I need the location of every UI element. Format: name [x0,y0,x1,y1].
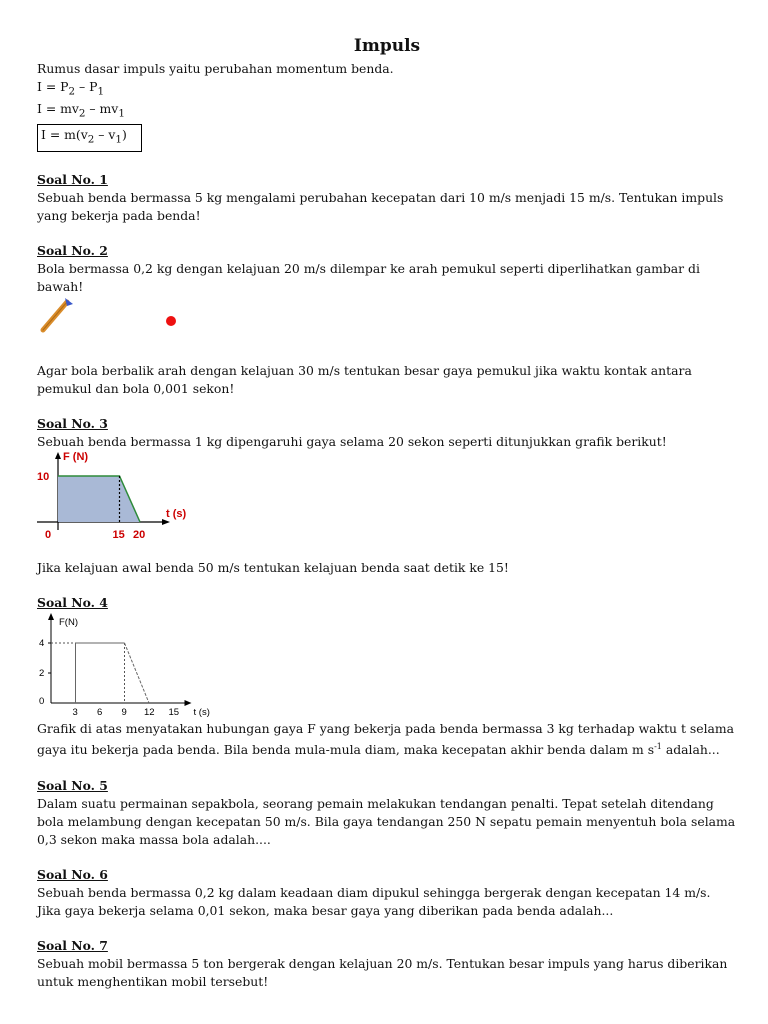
formula-box: $I = m(v_2 - v_1)$ [37,124,142,152]
ball-icon [166,316,176,326]
chart-soal-4 [37,612,737,720]
soal-2-text: Bola bermassa 0,2 kg dengan kelajuan 20 m/s dilempar ke arah pemukul seperti diperlihatkan gambar di bawah! [37,261,700,295]
soal-3-text-2: Jika kelajuan awal benda 50 m/s tentukan kelajuan benda saat detik ke 15! [37,560,509,576]
formula-2: $I = mv_2 - mv_1$ [37,101,125,120]
soal-3-heading: Soal No. 3 [37,416,108,432]
y-axis-arrow [48,613,54,620]
x-tick-label: 12 [144,707,155,719]
chart-soal-3 [37,451,737,545]
soal-3-text: Sebuah benda bermassa 1 kg dipengaruhi gaya selama 20 sekon seperti ditunjukkan grafik berikut! [37,434,667,450]
x-tick-label: 0 [45,529,52,542]
origin-label: 0 [39,696,45,708]
y-axis-arrow [55,452,61,459]
intro-text: Rumus dasar impuls yaitu perubahan momentum benda. [37,61,394,76]
page-title: Impuls [353,36,421,56]
bat-icon [43,298,73,330]
soal-1-heading: Soal No. 1 [37,172,108,188]
bat-ball-svg [37,296,737,362]
chart-soal-3-svg [37,451,737,545]
chart-soal-4-svg [37,612,737,720]
soal-2-text-2: Agar bola berbalik arah dengan kelajuan 30 m/s tentukan besar gaya pemukul jika waktu kontak antara pemukul dan bola 0,001 sekon! [37,363,692,397]
formula-1: $I = P_2 - P_1$ [37,79,105,98]
data-line-fall [125,643,150,703]
x-tick-label: 6 [97,707,103,719]
x-tick-label: 3 [72,707,78,719]
soal-2-heading: Soal No. 2 [37,243,108,259]
x-tick-label: 15 [112,529,125,542]
x-tick-label: 15 [168,707,180,719]
y-tick-label: 2 [39,668,45,680]
y-tick-label: 10 [37,471,50,484]
soal-5-heading: Soal No. 5 [37,777,108,793]
x-axis-label: t (s) [193,707,210,719]
soal-7-text: Sebuah mobil bermassa 5 ton bergerak dengan kelajuan 20 m/s. Tentukan besar impuls yang harus diberikan untuk menghentikan mobil tersebut! [37,955,728,989]
area-fill [58,476,140,522]
soal-1-text: Sebuah benda bermassa 5 kg mengalami perubahan kecepatan dari 10 m/s menjadi 15 m/s. Tentukan impuls yang bekerja pada benda! [37,190,724,224]
soal-6-text: Sebuah benda bermassa 0,2 kg dalam keadaan diam dipukul sehingga bergerak dengan kecepatan 14 m/s. Jika gaya bekerja selama 0,01 sekon, maka besar gaya yang diberikan pada benda adalah... [37,884,711,918]
x-axis-arrow [185,700,192,706]
soal-6-heading: Soal No. 6 [37,866,108,882]
x-tick-label: 20 [133,529,146,542]
soal-4-text: Grafik di atas menyatakan hubungan gaya F yang bekerja pada benda bermassa 3 kg terhadap waktu t selama gaya itu bekerja pada benda. Bila benda mula-mula diam, maka kecepatan akhir benda dalam m $s^{-1}$ adalah... [37,721,735,758]
soal-7-heading: Soal No. 7 [37,937,108,953]
x-tick-label: 9 [121,707,127,719]
y-axis-label: F(N) [59,617,78,629]
bat-ball-figure [37,296,737,362]
x-axis-label: t (s) [166,508,187,521]
soal-5-text: Dalam suatu permainan sepakbola, seorang pemain melakukan tendangan penalti. Tepat setelah ditendang bola melambung dengan kecepatan 50 m/s. Bila gaya tendangan 250 N sepatu pemain menyentuh bola selama 0,3 sekon maka massa bola adalah.... [37,795,736,847]
y-axis-label: F (N) [63,451,89,464]
soal-4-heading: Soal No. 4 [37,595,108,611]
y-tick-label: 4 [39,638,45,650]
document-page [37,34,737,991]
